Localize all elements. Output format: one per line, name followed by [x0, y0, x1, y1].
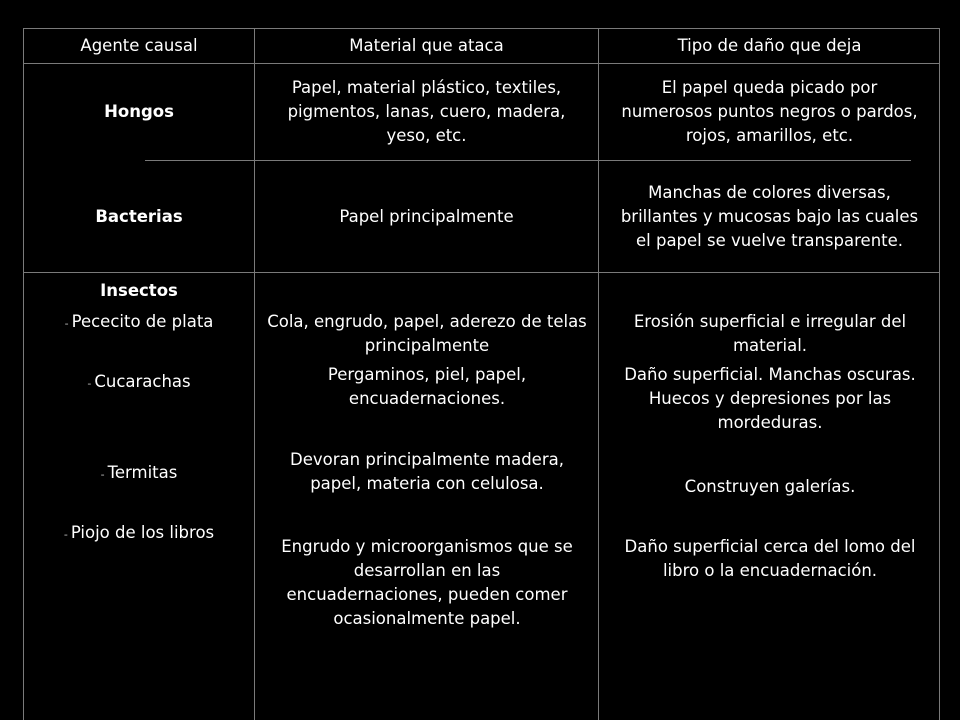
dash-marker: - — [100, 468, 105, 481]
material-bacterias: Papel principalmente — [339, 206, 514, 226]
header-material: Material que ataca — [349, 36, 504, 55]
dash-marker: - — [87, 377, 92, 390]
damage-hongos: El papel queda picado por numerosos puntos negros o pardos, rojos, amarillos, etc. — [621, 78, 918, 145]
insect-name: Pececito de plata — [71, 312, 214, 331]
row-divider-bacterias — [24, 272, 939, 273]
agent-insectos: Insectos — [100, 281, 178, 300]
insect-item-termitas — [24, 461, 254, 487]
material-piojo: Engrudo y microorganismos que se desarrollan en las encuadernaciones, pueden comer ocasionalmente papel. — [281, 537, 573, 628]
insect-name: Cucarachas — [94, 372, 191, 391]
dash-marker: - — [63, 528, 68, 541]
material-cucarachas: Pergaminos, piel, papel, encuadernaciones. — [327, 365, 527, 408]
insect-name: Piojo de los libros — [70, 523, 215, 542]
insect-name: Termitas — [107, 463, 178, 482]
material-pececito: Cola, engrudo, papel, aderezo de telas principalmente — [267, 312, 587, 355]
material-hongos: Papel, material plástico, textiles, pigmentos, lanas, cuero, madera, yeso, etc. — [287, 78, 566, 145]
pests-table — [23, 28, 940, 720]
insect-item-cucarachas — [24, 370, 254, 396]
damage-termitas: Construyen galerías. — [684, 477, 856, 496]
agent-hongos: Hongos — [104, 102, 174, 121]
agent-bacterias: Bacterias — [95, 206, 183, 226]
header-damage: Tipo de daño que deja — [677, 36, 862, 55]
material-termitas: Devoran principalmente madera, papel, materia con celulosa. — [290, 450, 564, 493]
insect-item-pececito — [24, 310, 254, 336]
damage-cucarachas: Daño superficial. Manchas oscuras. Huecos y depresiones por las mordeduras. — [624, 365, 916, 432]
insect-item-piojo — [24, 521, 254, 547]
damage-piojo: Daño superficial cerca del lomo del libro o la encuadernación. — [624, 537, 916, 580]
header-agent: Agente causal — [80, 36, 198, 55]
damage-pececito: Erosión superficial e irregular del material. — [633, 312, 907, 355]
dash-marker: - — [64, 317, 69, 330]
damage-bacterias: Manchas de colores diversas, brillantes y mucosas bajo las cuales el papel se vuelve transparente. — [620, 182, 919, 250]
